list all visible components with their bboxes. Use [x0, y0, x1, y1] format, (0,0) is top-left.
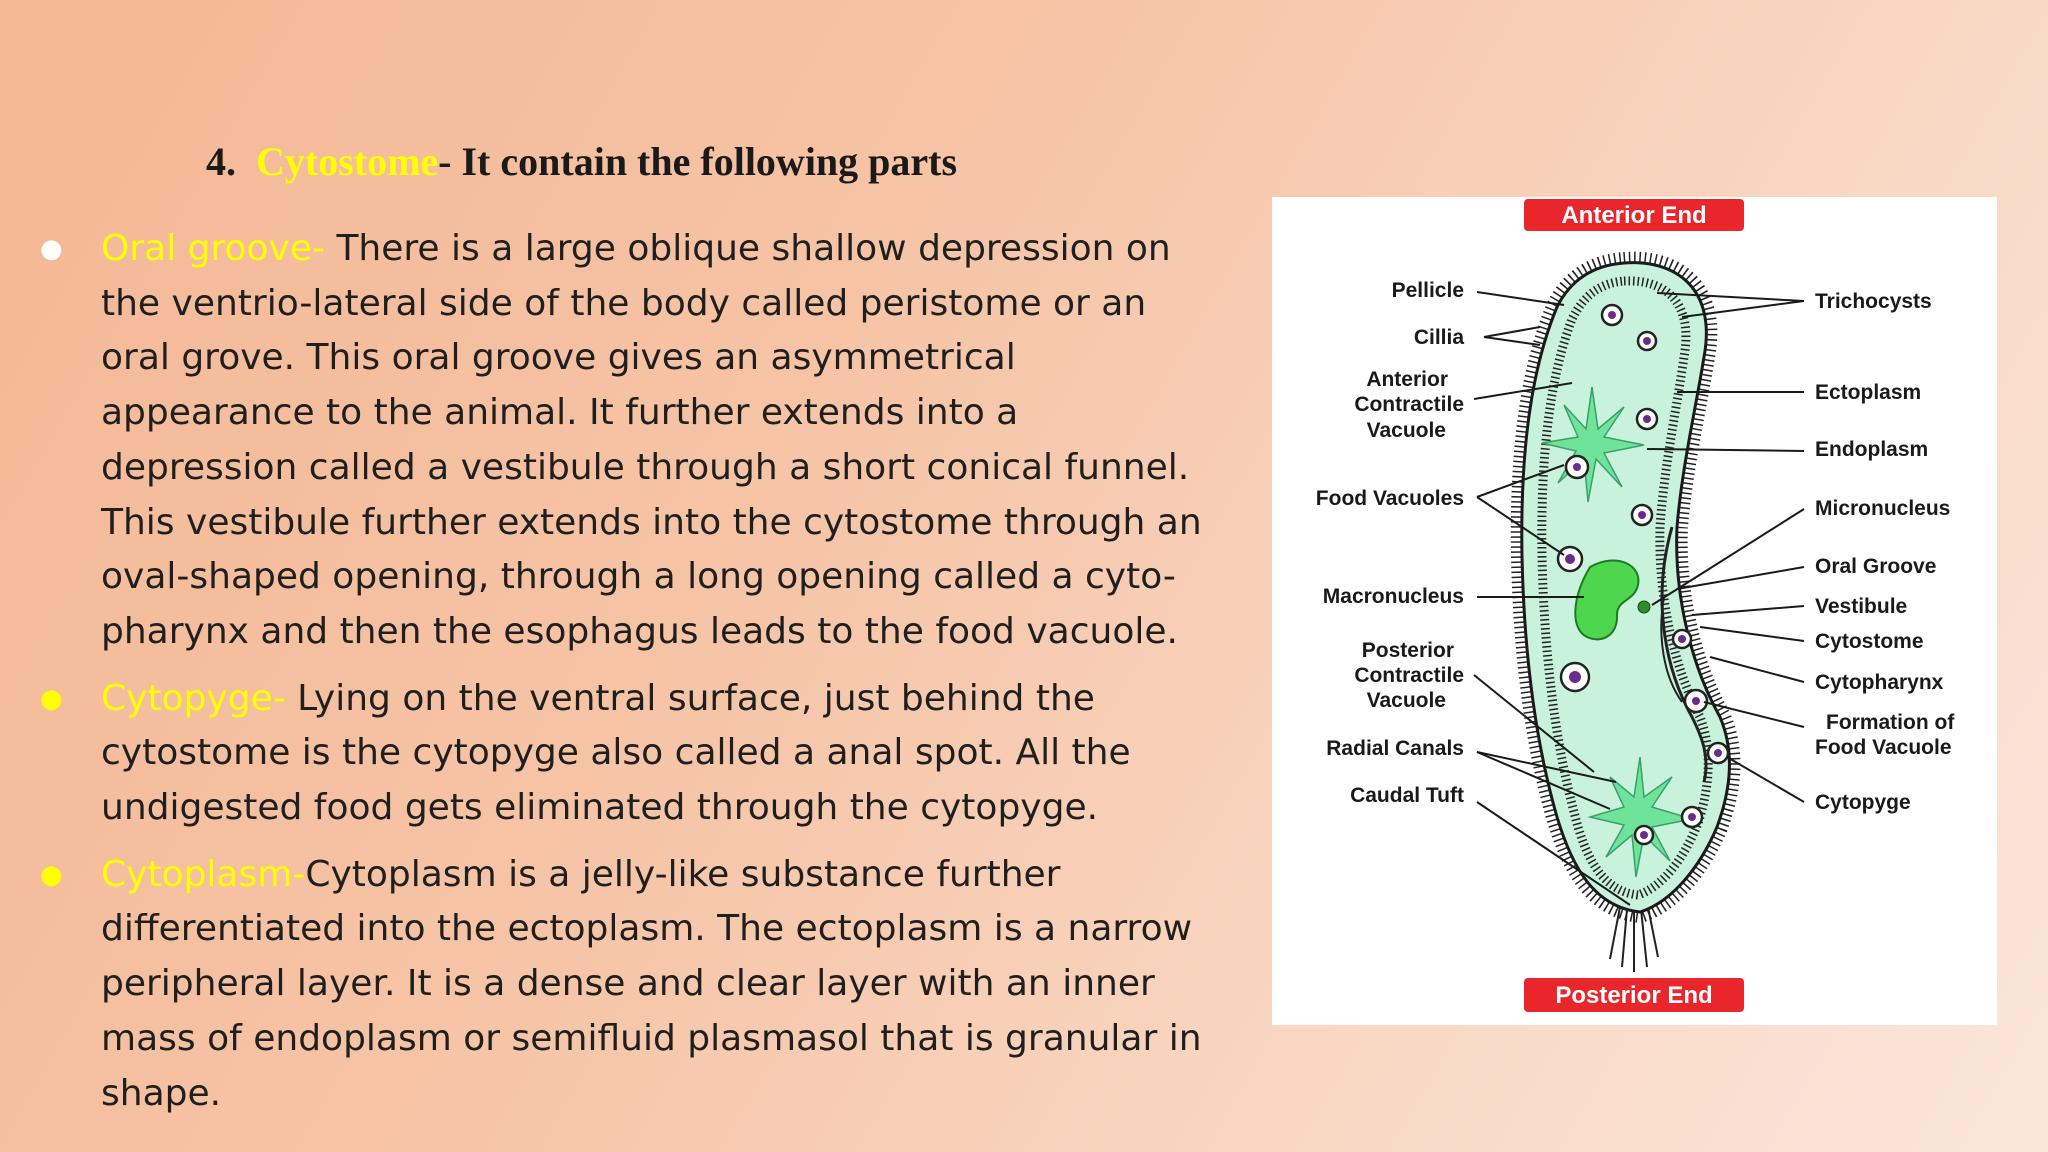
bullet-cytoplasm [30, 848, 1210, 1122]
label-trichocysts: Trichocysts [1815, 290, 1932, 313]
label-pcv-line3: Vacuole [1366, 689, 1446, 712]
label-pellicle: Pellicle [1391, 279, 1464, 302]
bullet-dot: ● [40, 234, 63, 264]
label-acv-line2: Contractile [1354, 393, 1464, 416]
posterior-end-label: Posterior End [1555, 982, 1713, 1009]
heading-term: Cytostome [256, 139, 439, 184]
bullet-oral-groove [30, 222, 1210, 660]
paramecium-svg [1272, 197, 1997, 1025]
label-cillia: Cillia [1413, 326, 1464, 349]
label-formation-line2: Food Vacuole [1815, 736, 1952, 759]
label-formation-line1: Formation of [1826, 711, 1955, 734]
heading-rest: - It contain the following parts [438, 139, 958, 184]
label-macronucleus: Macronucleus [1322, 585, 1464, 608]
bullet-text: Cytoplasm is a jelly-like substance further differentiated into the ectoplasm. The ectoplasm is a narrow peripheral layer. It is a dense and clear layer with an inner mass of endoplasm or semifluid plasmasol that is granular in shape. [101, 853, 1202, 1114]
anterior-end-label: Anterior End [1561, 202, 1707, 229]
bullet-term: Oral groove- [101, 228, 325, 269]
label-cytopharynx: Cytopharynx [1815, 671, 1944, 694]
label-acv-line3: Vacuole [1366, 419, 1446, 442]
label-radial-canals: Radial Canals [1326, 737, 1464, 760]
label-caudal-tuft: Caudal Tuft [1350, 784, 1464, 807]
label-acv-line1: Anterior [1366, 368, 1448, 391]
slide-heading [206, 138, 957, 185]
label-endoplasm: Endoplasm [1815, 438, 1929, 461]
label-micronucleus: Micronucleus [1815, 497, 1951, 520]
bullet-text: There is a large oblique shallow depression on the ventrio-lateral side of the body called peristome or an oral grove. This oral groove gives an asymmetrical appearance to the animal. It further extends into a depression called a vestibule through a short conical funnel. This vestibule further extends into the cytostome through an oval-shaped opening, through a long opening called a cyto-pharynx and then the esophagus leads to the food vacuole. [101, 228, 1202, 652]
bullet-dot: ● [40, 859, 63, 890]
micronucleus [1638, 601, 1650, 613]
label-cytopyge: Cytopyge [1815, 791, 1911, 814]
label-cytostome: Cytostome [1815, 630, 1924, 653]
bullet-term: Cytopyge- [101, 677, 286, 719]
heading-number: 4. [206, 139, 236, 184]
bullet-list [30, 222, 1210, 1133]
bullet-dot: ● [40, 683, 63, 714]
label-pcv-line1: Posterior [1361, 639, 1454, 662]
bullet-text: Lying on the ventral surface, just behind the cytostome is the cytopyge also called a anal spot. All the undigested food gets eliminated through the cytopyge. [101, 677, 1131, 829]
label-ectoplasm: Ectoplasm [1815, 381, 1922, 404]
bullet-cytopyge [30, 672, 1210, 836]
right-labels [1815, 290, 1955, 814]
label-oral-groove: Oral Groove [1815, 555, 1937, 578]
bullet-term: Cytoplasm- [101, 853, 306, 895]
caudal-tuft [1610, 907, 1658, 972]
label-pcv-line2: Contractile [1354, 664, 1464, 687]
label-vestibule: Vestibule [1815, 595, 1908, 618]
paramecium-diagram [1272, 197, 1997, 1025]
label-food-vacuoles: Food Vacuoles [1315, 487, 1464, 510]
left-labels [1316, 279, 1465, 807]
